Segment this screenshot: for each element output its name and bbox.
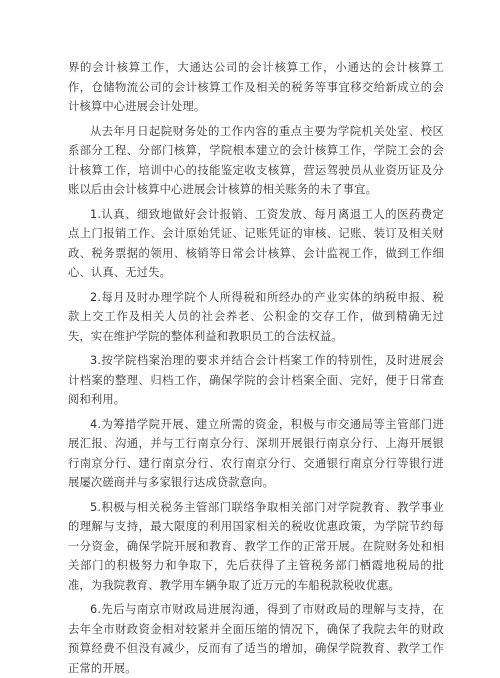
paragraph-item-1-accounting: 1.认真、细致地做好会计报销、工资发放、每月离退工人的医药费定点上门报销工作、会计原始凭证、记账凭证的审核、记账、装订及相关财政、税务票据的领用、核销等日常会计核算、会计监视工作，做到工作细心、认真、无过失。 <box>68 207 444 279</box>
paragraph-item-3-archives: 3.按学院档案治理的要求并结合会计档案工作的特别性，及时进展会计档案的整理、归档工作，确保学院的会计档案全面、完好，便于日常查阅和利用。 <box>68 354 444 406</box>
paragraph-finance-office-scope: 从去年月日起院财务处的工作内容的重点主要为学院机关处室、校区系部分工程、分部门核算，学院根本建立的会计核算工作，学院工会的会计核算工作，培训中心的技能鉴定收支核算，营运驾驶员从业资历证及分账以后由会计核算中心进展会计核算的相关账务的未了事宜。 <box>68 124 444 196</box>
paragraph-item-4-funding: 4.为筹措学院开展、建立所需的资金，积极与市交通局等主管部门进展汇报、沟通，并与工行南京分行、深圳开展银行南京分行、上海开展银行南京分行、建行南京分行、农行南京分行、交通银行南京分行等银行进展屡次磋商并与多家银行达成贷款意向。 <box>68 417 444 489</box>
paragraph-item-2-tax-filing: 2.每月及时办理学院个人所得税和所经办的产业实体的纳税申报、税款上交工作及相关人员的社会养老、公积金的交存工作，做到精确无过失，实在维护学院的整体利益和教职员工的合法权益。 <box>68 290 444 343</box>
paragraph-item-6-budget: 6.先后与南京市财政局进展沟通，得到了市财政局的理解与支持，在去年全市财政资金相对较紧并全面压缩的情况下，确保了我院去年的财政预算经费不但没有减少，反而有了适当的增加，确保学院教育、教学工作正常的开展。 <box>68 603 444 675</box>
paragraph-continuation: 界的会计核算工作，大通达公司的会计核算工作，小通达的会计核算工作，仓储物流公司的会计核算工作及相关的税务等事宜移交给新成立的会计核算中心进展会计处理。 <box>68 61 444 113</box>
paragraph-item-5-tax-incentives: 5.积极与相关税务主管部门联络争取相关部门对学院教育、教学事业的理解与支持，最大限度的利用国家相关的税收优惠政策，为学院节约每一分资金，确保学院开展和教育、教学工作的正常开展。在院财务处和相关部门的积极努力和争取下，先后获得了主管税务部门栖霞地税局的批准，为我院教育、教学用车辆争取了近万元的车船税款税收优惠。 <box>68 500 444 592</box>
document-body <box>68 58 444 678</box>
